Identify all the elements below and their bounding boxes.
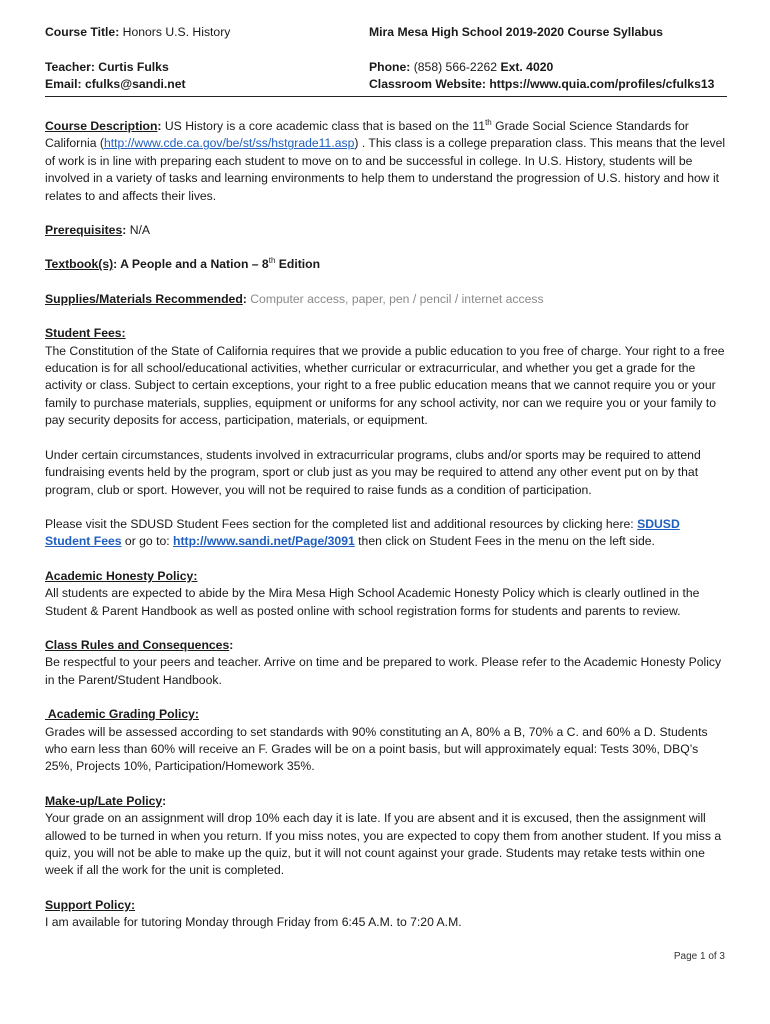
class-rules-section — [45, 637, 727, 689]
grading-policy-text: Grades will be assessed according to set standards with 90% constituting an A, 80% a B, 70% a C. and 60% a D. Students who earn less than 60% will receive an F. Grades will be on a point basis, but will approximately equal: Tests 30%, DBQ’s 25%, Projects 10%, Participation/Homework 35%. — [45, 724, 708, 774]
cde-standards-link[interactable]: http://www.cde.ca.gov/be/st/ss/hstgrade11.asp — [103, 136, 355, 151]
student-fees-heading: Student Fees: — [45, 326, 126, 341]
classroom-website: Classroom Website: https://www.quia.com/profiles/cfulks13 — [369, 77, 715, 91]
course-title: Course Title: Honors U.S. History — [45, 25, 231, 39]
syllabus-page — [45, 24, 727, 932]
support-policy-heading: Support Policy: — [45, 897, 136, 912]
syllabus-header — [45, 24, 727, 97]
late-policy-text: Your grade on an assignment will drop 10% each day it is late. If you are absent and it is excused, then the assignment will allowed to be turned in when you return. If you miss notes, you are expected to copy them from another student. If you miss a quiz, you will not be able to make up the quiz, but it will not count against your grade. Students may retake tests within one week if all the work for the unit is completed. — [45, 811, 722, 878]
grading-policy-section — [45, 706, 727, 776]
teacher-email: Email: cfulks@sandi.net — [45, 77, 186, 91]
school-syllabus-title: Mira Mesa High School 2019-2020 Course Syllabus — [369, 25, 663, 39]
academic-honesty-section — [45, 568, 727, 620]
class-rules-text: Be respectful to your peers and teacher. Arrive on time and be prepared to work. Please refer to the Academic Honesty Policy in the Parent/Student Handbook. — [45, 655, 722, 687]
sandi-page-link[interactable]: http://www.sandi.net/Page/3091 — [173, 534, 355, 549]
late-policy-section — [45, 793, 727, 880]
prerequisites: Prerequisites: N/A — [45, 223, 151, 238]
support-policy-section — [45, 897, 727, 932]
student-fees-paragraph-1: The Constitution of the State of California requires that we provide a public education to you free of charge. Your right to a free education is for all school/educational activities, whether curricular or extracurricular, and whether you get a grade for the activity or class. Subject to certain exceptions, your right to a free public education means that we cannot require you or your family to purchase materials, supplies, equipment or uniforms for any school activity, nor can we require you or your family to pay security deposits for access, participation, materials, or equipment. — [45, 343, 725, 428]
class-rules-heading: Class Rules and Consequences: — [45, 637, 234, 652]
teacher-name: Teacher: Curtis Fulks — [45, 60, 169, 74]
grading-policy-heading: Academic Grading Policy: — [45, 707, 199, 722]
academic-honesty-heading: Academic Honesty Policy: — [45, 568, 198, 583]
student-fees-paragraph-3: Please visit the SDUSD Student Fees section for the completed list and additional resources by clicking here: SDUSD Student Fees or go to: http://www.sandi.net/Page/3091 then click on Student Fees in the menu on the left side. — [45, 516, 680, 549]
sdusd-student-fees-link[interactable]: SDUSD Student Fees — [45, 516, 680, 549]
course-description: Course Description: US History is a core academic class that is based on the 11th Grade Social Science Standards for California (http://www.cde.ca.gov/be/st/ss/hstgrade11.asp) . This class is a college preparation class. This means that the level of work is in line with preparing each student to move on to and be successful in college. In U.S. History, students will be involved in a variety of tasks and learning environments to help them to understand the progression of U.S. history and how it relates to and affects their lives. — [45, 117, 726, 203]
textbook: Textbook(s): A People and a Nation – 8th Edition — [45, 256, 321, 272]
page-number: Page 1 of 3 — [673, 951, 725, 962]
student-fees-paragraph-2: Under certain circumstances, students involved in extracurricular programs, clubs and/or sports may be required to attend fundraising events held by the program, sport or club just as you may be required to attend any other event put on by that program, club or sport. However, you will not be required to raise funds as a condition of participation. — [45, 447, 701, 497]
late-policy-heading: Make-up/Late Policy: — [45, 793, 167, 808]
supplies: Supplies/Materials Recommended: Computer access, paper, pen / pencil / internet access — [45, 291, 544, 306]
phone-number: Phone: (858) 566-2262 Ext. 4020 — [369, 60, 554, 74]
support-policy-text: I am available for tutoring Monday through Friday from 6:45 A.M. to 7:20 A.M. — [45, 915, 462, 930]
academic-honesty-text: All students are expected to abide by the Mira Mesa High School Academic Honesty Policy which is clearly outlined in the Student & Parent Handbook as well as posted online with school registration forms for students and parents to review. — [45, 586, 700, 618]
student-fees-section — [45, 325, 727, 550]
